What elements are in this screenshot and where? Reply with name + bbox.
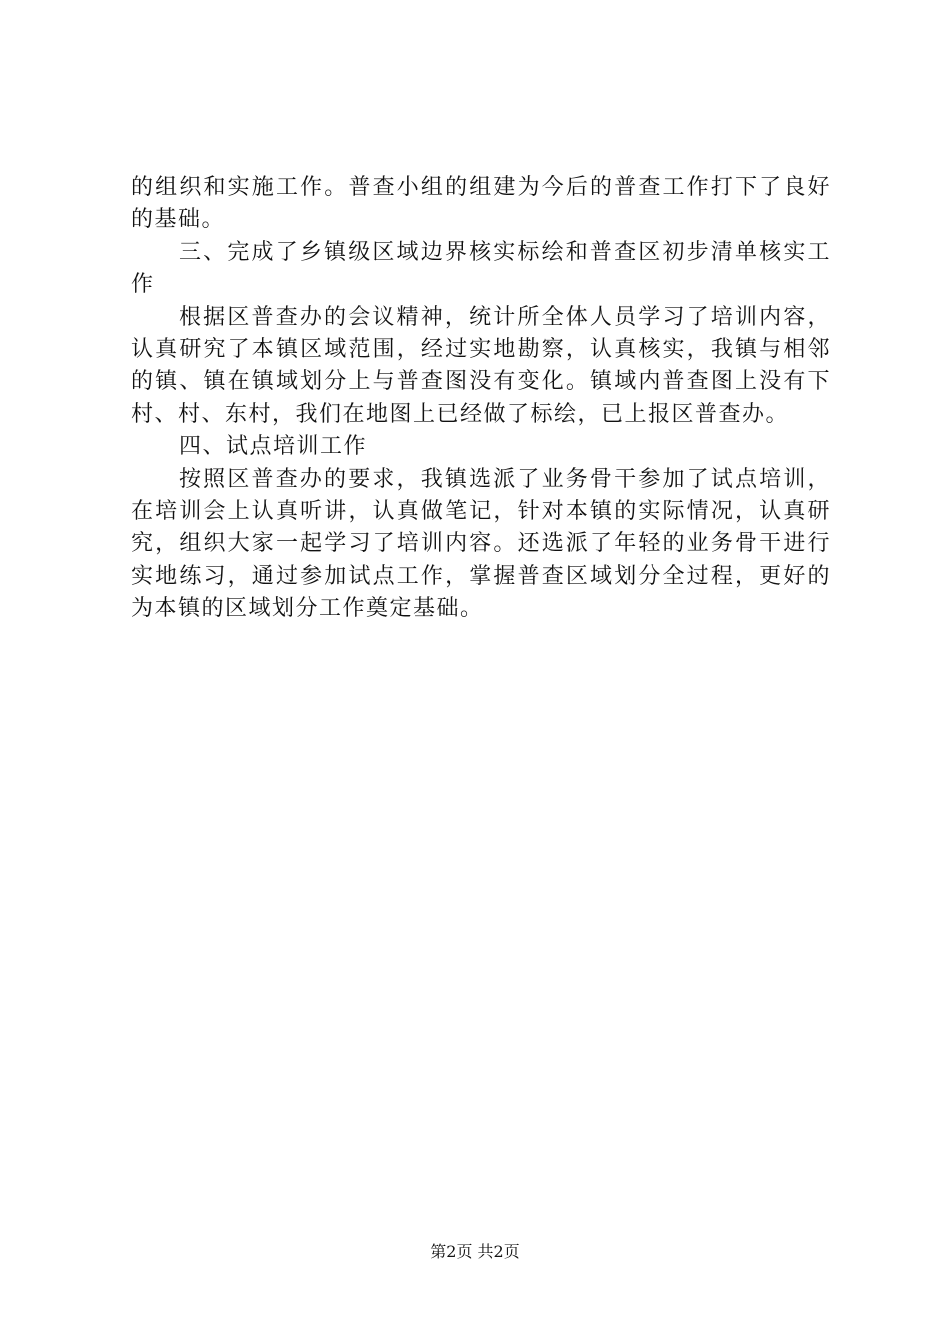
- page-footer: [0, 1242, 950, 1262]
- document-body: [131, 172, 831, 626]
- paragraph-boundary-verification: 根据区普查办的会议精神，统计所全体人员学习了培训内容，认真研究了本镇区域范围，经过实地勘察，认真核实，我镇与相邻的镇、镇在镇域划分上与普查图没有变化。镇域内普查图上没有下村、村、东村，我们在地图上已经做了标绘，已上报区普查办。: [131, 304, 831, 427]
- section-heading-four: 四、试点培训工作: [179, 434, 368, 460]
- section-heading-three: 三、完成了乡镇级区域边界核实标绘和普查区初步清单核实工作: [131, 239, 831, 298]
- page-number-label: 第2页 共2页: [430, 1242, 520, 1261]
- paragraph-pilot-training: 按照区普查办的要求，我镇选派了业务骨干参加了试点培训，在培训会上认真听讲，认真做笔记，针对本镇的实际情况，认真研究，组织大家一起学习了培训内容。还选派了年轻的业务骨干进行实地练习，通过参加试点工作，掌握普查区域划分全过程，更好的为本镇的区域划分工作奠定基础。: [131, 466, 831, 622]
- paragraph-continuation: 的组织和实施工作。普查小组的组建为今后的普查工作打下了良好的基础。: [131, 175, 831, 233]
